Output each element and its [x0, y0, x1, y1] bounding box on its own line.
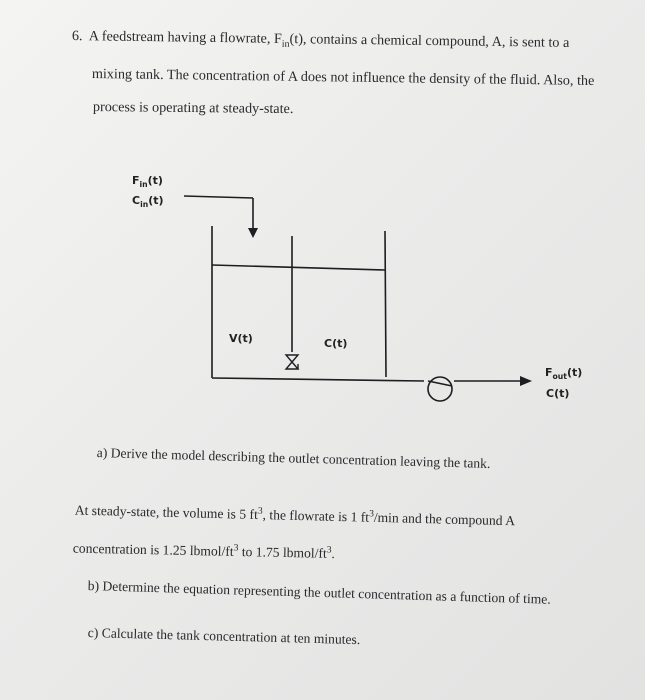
tank-right-wall [385, 231, 386, 377]
problem-line-2: mixing tank. The concentration of A does not influence the density of the fluid. Also, the [91, 66, 595, 90]
steady-state-line-1: At steady-state, the volume is 5 $ft^3$, the flowrate is 1 $ft^3/\min$ and the compound A [74, 502, 516, 529]
outlet-conc-label: C(t) [546, 387, 570, 400]
question-c: c) Calculate the tank concentration at ten minutes. [87, 625, 361, 648]
tank-conc-label: C(t) [324, 337, 348, 350]
problem-text-1a: A feedstream having a flowrate, F [88, 28, 282, 47]
problem-number: 6. [71, 28, 83, 45]
liquid-level [212, 265, 385, 270]
steady-state-line-2: concentration is 1.25 lbmol/$ft^3$ to 1.75 lbmol/$ft^3$. [72, 540, 336, 562]
inlet-arrow [248, 228, 258, 238]
problem-line-3: process is operating at steady-state. [92, 99, 294, 118]
flowrate-subscript: in [281, 38, 290, 50]
inlet-conc-label: $C_{in}(t)$ [132, 194, 164, 210]
outlet-flow-label: $F_{out}(t)$ [545, 366, 583, 382]
inlet-flow-label: $F_{in}(t)$ [132, 174, 163, 190]
tank-bottom [212, 378, 424, 381]
outlet-arrow [520, 376, 532, 386]
question-b: b) Determine the equation representing the outlet concentration as a function of time. [87, 578, 551, 607]
problem-text-1b: (t), contains a chemical compound, A, is sent to a [289, 31, 570, 51]
tank-volume-label: V(t) [229, 332, 253, 345]
pump-line [428, 381, 452, 386]
question-a: a) Derive the model describing the outlet concentration leaving the tank. [96, 445, 491, 471]
inlet-pipe [184, 196, 253, 198]
pump-circle [428, 377, 452, 401]
